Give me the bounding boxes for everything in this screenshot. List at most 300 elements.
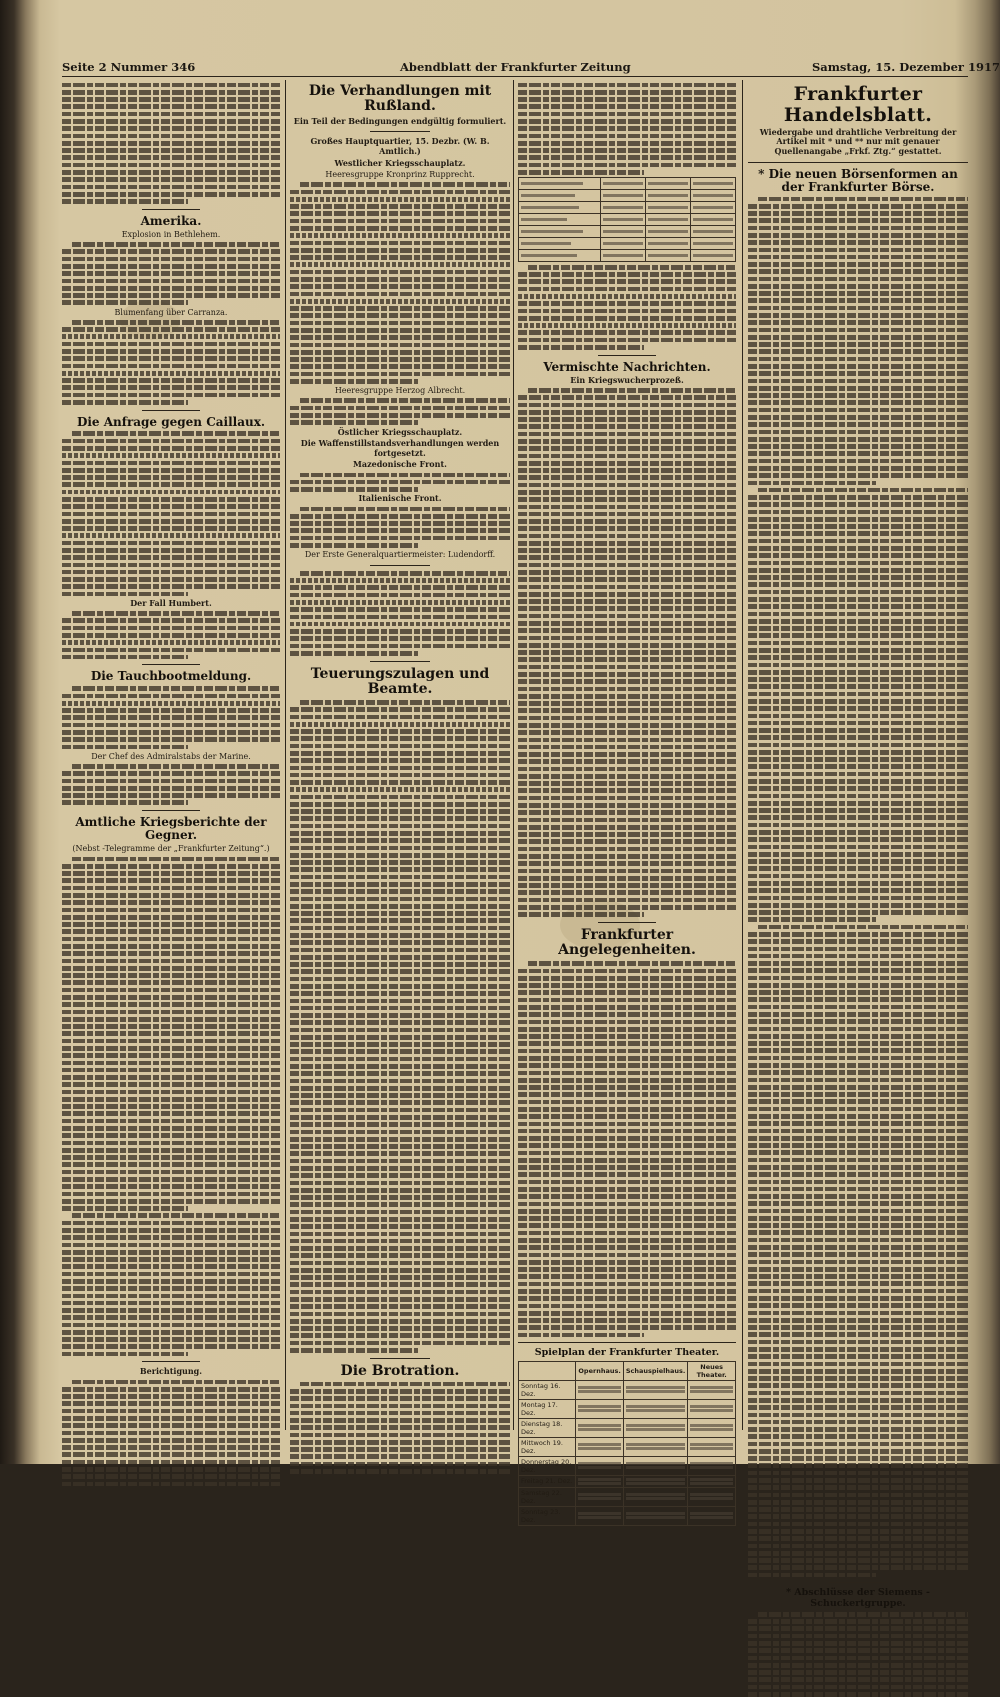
text-line xyxy=(518,104,736,109)
text-line xyxy=(518,1289,736,1294)
text-line xyxy=(290,372,510,377)
text-line xyxy=(518,1063,736,1068)
spielplan-day: Freitag 21. Dez. xyxy=(519,1475,576,1487)
text-line xyxy=(748,393,968,398)
table-cell-text xyxy=(690,1447,733,1450)
table-cell-text xyxy=(626,1466,686,1469)
table-cell-text xyxy=(690,1482,733,1485)
text-line xyxy=(748,1463,968,1468)
section-divider xyxy=(142,410,200,411)
text-line xyxy=(748,1129,968,1134)
text-line xyxy=(748,932,968,937)
text-line xyxy=(518,1260,736,1265)
text-line xyxy=(518,1122,736,1127)
text-line xyxy=(748,1012,968,1017)
text-line xyxy=(62,900,280,905)
text-line xyxy=(62,148,280,153)
text-line xyxy=(290,299,510,304)
table-cell xyxy=(691,178,736,190)
text-line xyxy=(290,787,510,792)
text-line xyxy=(62,371,280,376)
text-line xyxy=(72,320,280,325)
text-line xyxy=(290,897,510,902)
text-line xyxy=(518,83,736,88)
text-line xyxy=(748,1544,968,1549)
text-line xyxy=(290,1006,510,1011)
text-line xyxy=(62,980,280,985)
text-line xyxy=(748,211,968,216)
text-line xyxy=(290,204,510,209)
text-line xyxy=(518,1151,736,1156)
text-line xyxy=(62,1206,188,1211)
text-line xyxy=(518,490,736,495)
text-line xyxy=(290,1064,510,1069)
text-line xyxy=(748,1434,968,1439)
text-line xyxy=(62,771,280,776)
text-line xyxy=(62,141,280,146)
text-line xyxy=(62,648,280,653)
text-line xyxy=(62,1301,280,1306)
text-line xyxy=(62,1097,280,1102)
text-line xyxy=(62,1401,280,1406)
section-divider xyxy=(598,355,656,356)
text-line xyxy=(62,1452,280,1457)
text-line xyxy=(62,83,280,88)
text-line xyxy=(290,1144,510,1149)
text-line xyxy=(290,802,510,807)
table-cell xyxy=(688,1506,736,1525)
text-line xyxy=(290,578,510,583)
text-line xyxy=(748,1143,968,1148)
text-line xyxy=(518,694,736,699)
text-line xyxy=(290,292,510,297)
table-cell-text xyxy=(690,1424,733,1427)
text-line xyxy=(290,816,510,821)
text-line xyxy=(62,1460,280,1465)
table-cell-text xyxy=(521,242,571,245)
text-line xyxy=(290,795,510,800)
text-line xyxy=(62,1162,280,1167)
text-line xyxy=(62,701,280,706)
text-line xyxy=(290,1297,510,1302)
text-line xyxy=(290,1246,510,1251)
text-line xyxy=(748,801,968,806)
text-line xyxy=(290,1195,510,1200)
text-line xyxy=(290,984,510,989)
text-line xyxy=(748,1172,968,1177)
text-line xyxy=(748,968,968,973)
text-line xyxy=(290,1115,510,1120)
text-line xyxy=(62,163,280,168)
text-line xyxy=(290,321,510,326)
text-line xyxy=(62,548,280,553)
text-line xyxy=(290,1333,510,1338)
text-line xyxy=(62,192,280,197)
text-line xyxy=(62,119,280,124)
text-line xyxy=(748,1150,968,1155)
section-divider xyxy=(142,810,200,811)
text-line xyxy=(62,482,280,487)
table-cell-text xyxy=(690,1478,733,1481)
table-cell-text xyxy=(603,242,643,245)
table-cell xyxy=(519,238,601,250)
headline-tauchbootmeldung: Die Tauchbootmeldung. xyxy=(90,669,252,684)
text-line xyxy=(748,1369,968,1374)
text-line xyxy=(518,614,736,619)
text-line xyxy=(62,1184,280,1189)
section-divider xyxy=(828,1582,888,1583)
text-line xyxy=(518,338,736,343)
table-cell xyxy=(623,1399,688,1418)
text-line xyxy=(290,867,510,872)
table-cell-text xyxy=(693,254,733,257)
text-line xyxy=(748,684,968,689)
text-line xyxy=(748,277,968,282)
text-line xyxy=(748,255,968,260)
text-line xyxy=(62,1294,280,1299)
text-line xyxy=(62,170,280,175)
table-cell xyxy=(688,1418,736,1437)
text-line xyxy=(72,764,280,769)
text-line xyxy=(518,876,736,881)
text-line xyxy=(290,1348,418,1353)
text-line xyxy=(518,1092,736,1097)
table-cell-text xyxy=(521,194,575,197)
column-1 xyxy=(62,80,280,1432)
section-divider xyxy=(370,131,430,132)
text-line xyxy=(518,287,736,292)
text-line xyxy=(290,1290,510,1295)
text-line xyxy=(518,585,736,590)
text-line xyxy=(290,1224,510,1229)
text-line xyxy=(518,1034,736,1039)
text-line xyxy=(748,1274,968,1279)
text-line xyxy=(748,1427,968,1432)
table-cell xyxy=(623,1487,688,1506)
table-cell-text xyxy=(693,242,733,245)
text-line xyxy=(290,413,510,418)
text-line xyxy=(300,700,510,705)
text-line xyxy=(62,633,280,638)
table-cell-text xyxy=(626,1386,686,1389)
table-cell-text xyxy=(578,1497,620,1500)
text-line xyxy=(518,112,736,117)
text-line xyxy=(62,1482,280,1487)
text-line xyxy=(748,1656,968,1661)
text-line xyxy=(62,446,280,451)
text-line xyxy=(290,1057,510,1062)
table-cell-text xyxy=(690,1443,733,1446)
text-line xyxy=(290,809,510,814)
text-line xyxy=(300,182,510,187)
text-line xyxy=(290,1275,510,1280)
text-line xyxy=(748,706,968,711)
subhead-telegramme: (Nebst -Telegramme der „Frankfurter Zeitung“.) xyxy=(72,844,270,854)
text-line xyxy=(62,1126,280,1131)
table-cell-text xyxy=(690,1409,733,1412)
text-line xyxy=(290,226,510,231)
table-cell xyxy=(623,1437,688,1456)
text-line xyxy=(748,1238,968,1243)
headline-anfrage-caillaux: Die Anfrage gegen Caillaux. xyxy=(76,414,266,429)
text-line xyxy=(748,815,968,820)
text-line xyxy=(290,1020,510,1025)
text-line xyxy=(290,1454,510,1459)
text-line xyxy=(290,1086,510,1091)
subhead-italienische: Italienische Front. xyxy=(358,493,442,504)
table-cell-text xyxy=(578,1405,620,1408)
text-line xyxy=(748,1252,968,1257)
text-line xyxy=(748,983,968,988)
column-3 xyxy=(518,80,736,1524)
text-line xyxy=(748,342,968,347)
text-line xyxy=(62,468,280,473)
text-line xyxy=(62,640,280,645)
table-cell-text xyxy=(626,1390,686,1393)
table-cell xyxy=(688,1487,736,1506)
text-line xyxy=(518,1005,736,1010)
text-line xyxy=(72,1380,280,1385)
table-cell xyxy=(646,238,691,250)
text-line xyxy=(748,1158,968,1163)
table-cell-text xyxy=(648,254,688,257)
text-line xyxy=(518,316,736,321)
text-line xyxy=(748,248,968,253)
text-line xyxy=(62,393,280,398)
text-line xyxy=(528,388,736,393)
text-line xyxy=(62,864,280,869)
text-line xyxy=(290,536,510,541)
text-line xyxy=(62,300,188,305)
text-line xyxy=(290,1282,510,1287)
table-cell-text xyxy=(626,1405,686,1408)
text-line xyxy=(290,607,510,612)
text-line xyxy=(62,1031,280,1036)
text-line xyxy=(748,1078,968,1083)
text-line xyxy=(62,1170,280,1175)
text-line xyxy=(72,686,280,691)
spielplan-col-header: Opernhaus. xyxy=(576,1361,623,1380)
text-line xyxy=(748,291,968,296)
text-line xyxy=(290,1389,510,1394)
text-line xyxy=(290,255,510,260)
text-line xyxy=(518,665,736,670)
text-line xyxy=(518,526,736,531)
text-line xyxy=(290,751,510,756)
text-line xyxy=(748,218,968,223)
text-line xyxy=(518,461,736,466)
text-line xyxy=(748,400,968,405)
table-cell-text xyxy=(578,1482,620,1485)
text-line xyxy=(748,561,968,566)
text-line xyxy=(518,1129,736,1134)
text-line xyxy=(748,1648,968,1653)
section-divider xyxy=(370,565,430,566)
text-line xyxy=(518,272,736,277)
text-line xyxy=(518,97,736,102)
table-cell-text xyxy=(693,206,733,209)
text-line xyxy=(62,349,280,354)
text-line xyxy=(518,592,736,597)
text-line xyxy=(748,961,968,966)
text-line xyxy=(518,570,736,575)
text-line xyxy=(290,940,510,945)
table-cell-text xyxy=(690,1428,733,1431)
text-line xyxy=(62,1082,280,1087)
table-cell xyxy=(691,250,736,262)
text-line xyxy=(748,1362,968,1367)
text-line xyxy=(518,738,736,743)
text-line xyxy=(518,883,736,888)
text-line xyxy=(518,752,736,757)
text-line xyxy=(290,1304,510,1309)
spielplan-col-header xyxy=(519,1361,576,1380)
text-line xyxy=(62,723,280,728)
text-line xyxy=(62,1416,280,1421)
text-line xyxy=(300,473,510,478)
table-cell xyxy=(623,1380,688,1399)
table-cell-text xyxy=(521,206,579,209)
text-line xyxy=(62,1474,280,1479)
text-line xyxy=(748,954,968,959)
text-line xyxy=(518,774,736,779)
text-line xyxy=(518,1020,736,1025)
table-cell-text xyxy=(603,218,643,221)
table-cell-text xyxy=(521,218,567,221)
table-cell xyxy=(646,250,691,262)
text-line xyxy=(518,163,736,168)
text-line xyxy=(290,999,510,1004)
text-line xyxy=(518,1041,736,1046)
text-line xyxy=(62,944,280,949)
text-line xyxy=(290,420,418,425)
text-line xyxy=(518,890,736,895)
section-divider xyxy=(598,922,656,923)
text-line xyxy=(748,852,968,857)
table-cell-text xyxy=(690,1516,733,1519)
subhead-westlicher: Westlicher Kriegsschauplatz. xyxy=(334,157,466,168)
text-line xyxy=(62,922,280,927)
text-line xyxy=(290,722,510,727)
table-cell-text xyxy=(578,1462,620,1465)
text-line xyxy=(62,1315,280,1320)
text-line xyxy=(748,1209,968,1214)
text-line xyxy=(62,90,280,95)
text-line xyxy=(62,342,280,347)
text-line xyxy=(748,1536,968,1541)
text-line xyxy=(518,781,736,786)
text-line xyxy=(290,262,510,267)
table-cell xyxy=(601,214,646,226)
text-line xyxy=(518,330,736,335)
text-line xyxy=(758,925,968,930)
table-cell xyxy=(623,1418,688,1437)
table-cell xyxy=(601,250,646,262)
text-line xyxy=(518,410,736,415)
text-line xyxy=(748,1114,968,1119)
text-line xyxy=(290,875,510,880)
table-cell-text xyxy=(521,230,583,233)
text-line xyxy=(748,269,968,274)
text-line xyxy=(290,364,510,369)
text-line xyxy=(518,475,736,480)
text-line xyxy=(748,604,968,609)
text-line xyxy=(290,1202,510,1207)
text-line xyxy=(748,284,968,289)
text-line xyxy=(748,1634,968,1639)
table-cell-text xyxy=(626,1409,686,1412)
text-line xyxy=(748,386,968,391)
text-line xyxy=(62,112,280,117)
subhead-oestlicher: Östlicher Kriegsschauplatz. xyxy=(337,426,463,437)
text-line xyxy=(290,1166,510,1171)
text-line xyxy=(290,758,510,763)
headline-frankfurter-angelegenheiten: Frankfurter Angelegenheiten. xyxy=(558,926,696,959)
text-line xyxy=(748,298,968,303)
handelsblatt-notice: Wiedergabe und drahtliche Verbreitung der Artikel mit * und ** nur mit genauer Quellenangabe „Frkf. Ztg.“ gestattet. xyxy=(759,126,957,156)
text-line xyxy=(748,451,968,456)
text-line xyxy=(518,301,736,306)
text-line xyxy=(518,788,736,793)
text-line xyxy=(748,502,968,507)
text-line xyxy=(748,1318,968,1323)
text-line xyxy=(518,1114,736,1119)
text-line xyxy=(518,796,736,801)
text-line xyxy=(748,1641,968,1646)
table-cell-text xyxy=(690,1466,733,1469)
subhead-blumenfang: Blumenfang über Carranza. xyxy=(114,307,228,317)
text-line xyxy=(62,1423,280,1428)
text-line xyxy=(748,1201,968,1206)
text-line xyxy=(748,808,968,813)
text-line xyxy=(62,1409,280,1414)
table-cell xyxy=(646,178,691,190)
text-line xyxy=(518,126,736,131)
text-line xyxy=(290,1341,510,1346)
text-line xyxy=(290,773,510,778)
text-line xyxy=(72,611,280,616)
section-divider xyxy=(518,1342,736,1343)
text-line xyxy=(748,1099,968,1104)
section-divider xyxy=(142,1361,200,1362)
text-line xyxy=(518,323,736,328)
text-line xyxy=(748,1187,968,1192)
text-line xyxy=(290,1469,510,1474)
text-line xyxy=(518,621,736,626)
text-line xyxy=(290,1049,510,1054)
text-line xyxy=(518,505,736,510)
text-line xyxy=(518,1325,736,1330)
table-cell xyxy=(576,1437,623,1456)
page-number-header: Seite 2 Nummer 346 xyxy=(62,60,196,74)
text-line xyxy=(518,1311,736,1316)
text-line xyxy=(62,730,280,735)
text-line xyxy=(518,672,736,677)
text-line xyxy=(62,1133,280,1138)
text-line xyxy=(62,1024,280,1029)
text-line xyxy=(62,1445,280,1450)
text-line xyxy=(748,204,968,209)
table-cell xyxy=(623,1456,688,1475)
text-line xyxy=(518,628,736,633)
text-line xyxy=(290,860,510,865)
text-line xyxy=(290,962,510,967)
text-line xyxy=(290,838,510,843)
text-line xyxy=(62,618,280,623)
text-line xyxy=(748,415,968,420)
text-line xyxy=(518,577,736,582)
text-line xyxy=(748,1325,968,1330)
